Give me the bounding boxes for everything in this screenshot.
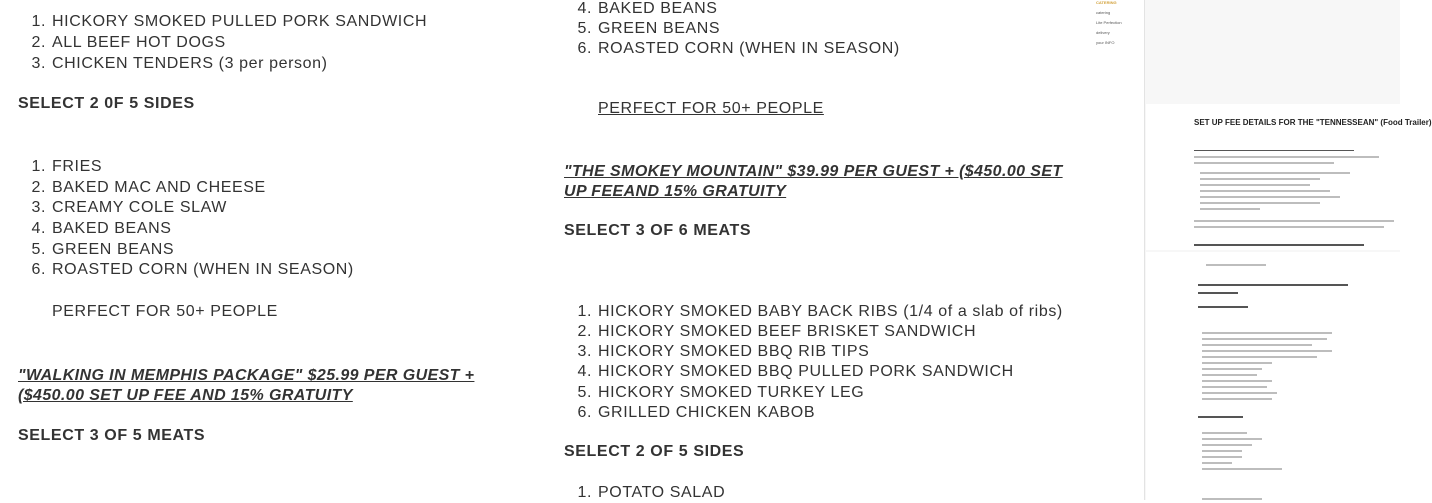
meats-heading: SELECT 3 OF 6 MEATS	[564, 222, 752, 239]
list-item: 1. HICKORY SMOKED PULLED PORK SANDWICH	[31, 13, 428, 30]
sides-heading: SELECT 2 0F 5 SIDES	[18, 95, 195, 112]
setup-fee-title: SET UP FEE DETAILS FOR THE "TENNESSEAN" (Food Trailer)	[1194, 118, 1432, 127]
list-item: 4. HICKORY SMOKED BBQ PULLED PORK SANDWICH	[577, 363, 1014, 380]
divider	[1144, 0, 1145, 500]
nav-thumbnail	[1094, 0, 1144, 52]
list-item: 1. HICKORY SMOKED BABY BACK RIBS (1/4 of a slab of ribs)	[577, 303, 1063, 320]
list-item: 6. ROASTED CORN (WHEN IN SEASON)	[577, 40, 900, 57]
list-item: 2. HICKORY SMOKED BEEF BRISKET SANDWICH	[577, 323, 977, 340]
sides-heading: SELECT 2 OF 5 SIDES	[564, 443, 745, 460]
list-item: 3. CHICKEN TENDERS (3 per person)	[31, 55, 328, 72]
list-item: 5. GREEN BEANS	[31, 241, 175, 258]
nav-item: delivery	[1096, 30, 1110, 35]
perfect-for-link[interactable]: PERFECT FOR 50+ PEOPLE	[598, 100, 824, 117]
list-item: 2. BAKED MAC AND CHEESE	[31, 179, 266, 196]
list-item: 4. BAKED BEANS	[577, 0, 718, 17]
nav-catering-label: CATERING	[1096, 0, 1117, 5]
page-thumbnail-panel	[1094, 0, 1432, 500]
list-item: 3. HICKORY SMOKED BBQ RIB TIPS	[577, 343, 870, 360]
list-item: 3. CREAMY COLE SLAW	[31, 199, 227, 216]
nav-item: your INFO	[1096, 40, 1115, 45]
list-item: 6. ROASTED CORN (WHEN IN SEASON)	[31, 261, 354, 278]
package-title-smokey-mountain[interactable]: "THE SMOKEY MOUNTAIN" $39.99 PER GUEST + ($450.00 SET UP FEEAND 15% GRATUITY	[564, 163, 1063, 200]
list-item: 6. GRILLED CHICKEN KABOB	[577, 404, 816, 421]
list-item: 1. POTATO SALAD	[577, 484, 726, 501]
perfect-for-text: PERFECT FOR 50+ PEOPLE	[52, 303, 278, 320]
list-item: 5. HICKORY SMOKED TURKEY LEG	[577, 384, 865, 401]
list-item: 5. GREEN BEANS	[577, 20, 721, 37]
portion-note: (1/4 of a slab of ribs)	[903, 303, 1063, 320]
list-item: 1. FRIES	[31, 158, 103, 175]
meats-heading: SELECT 3 OF 5 MEATS	[18, 427, 206, 444]
list-item: 2. ALL BEEF HOT DOGS	[31, 34, 226, 51]
nav-item: Lite Perfection	[1096, 20, 1122, 25]
list-item: 4. BAKED BEANS	[31, 220, 172, 237]
nav-item: catering	[1096, 10, 1111, 15]
portion-note: (3 per person)	[218, 55, 328, 72]
setup-fee-card	[1146, 104, 1432, 250]
package-preview-card	[1146, 252, 1400, 500]
package-title-walking-in-memphis[interactable]: "WALKING IN MEMPHIS PACKAGE" $25.99 PER GUEST + ($450.00 SET UP FEE AND 15% GRATUITY	[18, 367, 475, 404]
